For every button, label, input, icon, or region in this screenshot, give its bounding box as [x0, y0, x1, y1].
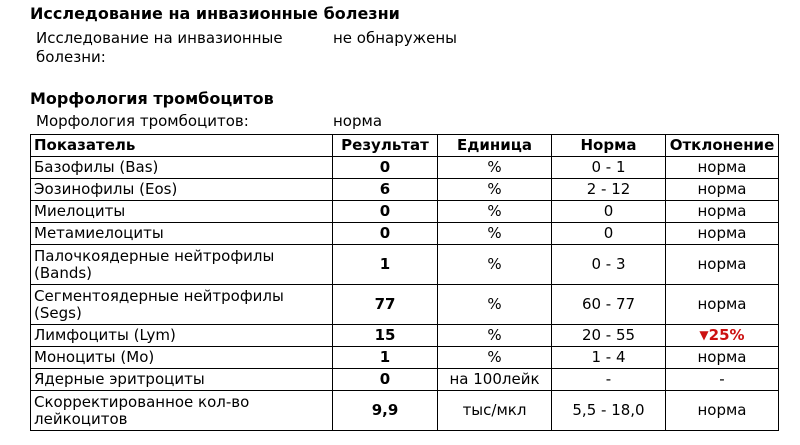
row-deviation: -	[666, 369, 779, 391]
row-name: Лимфоциты (Lym)	[31, 325, 333, 347]
row-result: 0	[333, 223, 438, 245]
row-result: 9,9	[333, 391, 438, 431]
header-norm: Норма	[552, 135, 666, 157]
header-unit: Единица	[438, 135, 552, 157]
row-deviation: норма	[666, 179, 779, 201]
row-norm: 1 - 4	[552, 347, 666, 369]
row-name: Палочкоядерные нейтрофилы (Bands)	[31, 245, 333, 285]
row-unit: на 100лейк	[438, 369, 552, 391]
platelets-label: Морфология тромбоцитов:	[36, 112, 249, 130]
row-name: Эозинофилы (Eos)	[31, 179, 333, 201]
row-deviation: норма	[666, 285, 779, 325]
row-unit: %	[438, 347, 552, 369]
invasive-label: Исследование на инвазионные болезни:	[36, 29, 283, 66]
row-name: Моноциты (Mo)	[31, 347, 333, 369]
row-result: 77	[333, 285, 438, 325]
results-table	[30, 134, 779, 431]
row-unit: %	[438, 157, 552, 179]
row-result: 1	[333, 245, 438, 285]
row-result: 6	[333, 179, 438, 201]
row-result: 0	[333, 157, 438, 179]
row-norm: -	[552, 369, 666, 391]
table-row-nucleated-rbc	[31, 369, 779, 391]
table-row-metamyelocytes	[31, 223, 779, 245]
row-norm: 20 - 55	[552, 325, 666, 347]
row-norm: 0	[552, 201, 666, 223]
table-row-bands	[31, 245, 779, 285]
results-header-row	[31, 135, 779, 157]
row-unit: %	[438, 201, 552, 223]
row-name: Базофилы (Bas)	[31, 157, 333, 179]
invasive-value: не обнаружены	[333, 29, 458, 47]
row-deviation: норма	[666, 223, 779, 245]
row-norm: 60 - 77	[552, 285, 666, 325]
row-deviation: норма	[666, 201, 779, 223]
row-deviation: норма	[666, 157, 779, 179]
row-deviation: норма	[666, 347, 779, 369]
row-unit: %	[438, 179, 552, 201]
row-deviation: норма	[666, 391, 779, 431]
row-deviation-abnormal	[666, 325, 779, 347]
row-unit: %	[438, 223, 552, 245]
row-result: 15	[333, 325, 438, 347]
table-row-myelocytes	[31, 201, 779, 223]
row-name: Миелоциты	[31, 201, 333, 223]
table-row-lymphocytes	[31, 325, 779, 347]
platelets-value: норма	[333, 112, 383, 130]
table-row-corrected-wbc	[31, 391, 779, 431]
row-result: 1	[333, 347, 438, 369]
row-result: 0	[333, 369, 438, 391]
row-name: Ядерные эритроциты	[31, 369, 333, 391]
header-deviation: Отклонение	[666, 135, 779, 157]
invasive-section-title: Исследование на инвазионные болезни	[30, 4, 400, 23]
row-deviation: норма	[666, 245, 779, 285]
row-norm: 0 - 1	[552, 157, 666, 179]
row-norm: 0	[552, 223, 666, 245]
row-result: 0	[333, 201, 438, 223]
table-row-segs	[31, 285, 779, 325]
row-name: Сегментоядерные нейтрофилы (Segs)	[31, 285, 333, 325]
down-arrow-icon: ▼	[699, 328, 709, 342]
header-result: Результат	[333, 135, 438, 157]
row-name: Метамиелоциты	[31, 223, 333, 245]
table-row-basophils	[31, 157, 779, 179]
table-row-eosinophils	[31, 179, 779, 201]
row-norm: 0 - 3	[552, 245, 666, 285]
deviation-value: 25%	[708, 326, 745, 344]
row-norm: 5,5 - 18,0	[552, 391, 666, 431]
row-unit: %	[438, 325, 552, 347]
row-name: Скорректированное кол-во лейкоцитов	[31, 391, 333, 431]
table-row-monocytes	[31, 347, 779, 369]
header-name: Показатель	[31, 135, 333, 157]
row-unit: %	[438, 245, 552, 285]
row-unit: %	[438, 285, 552, 325]
row-unit: тыс/мкл	[438, 391, 552, 431]
row-norm: 2 - 12	[552, 179, 666, 201]
platelets-section-title: Морфология тромбоцитов	[30, 89, 274, 108]
